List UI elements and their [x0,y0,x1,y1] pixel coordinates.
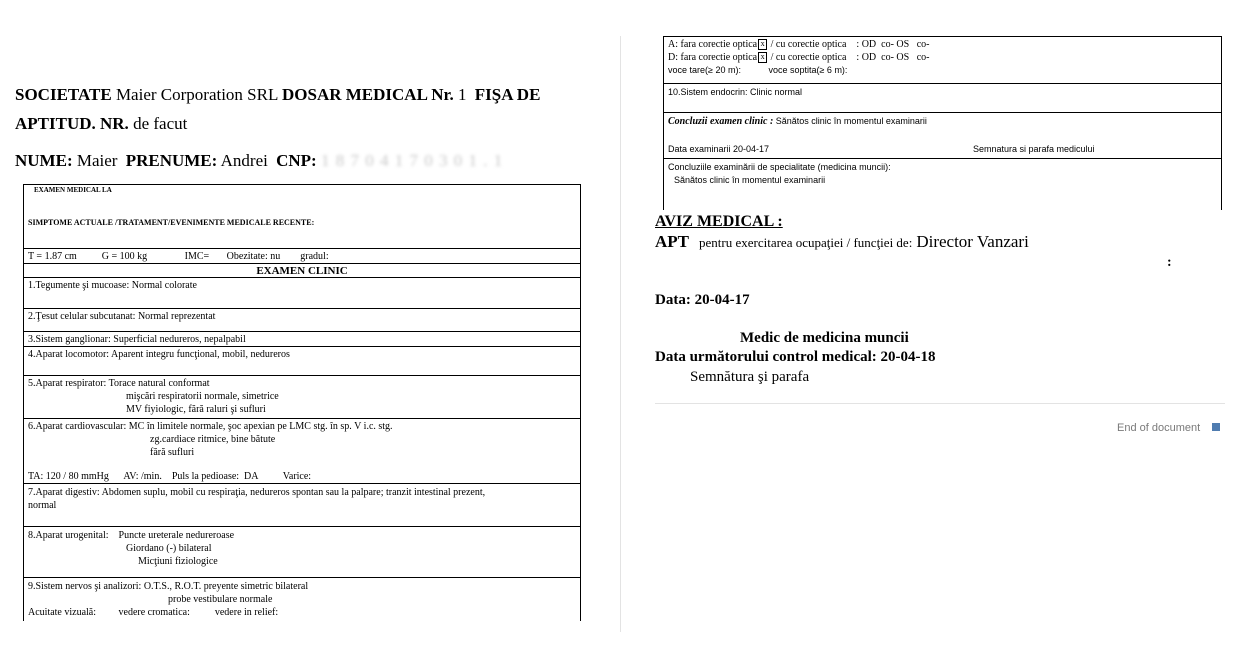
nervos-line2: probe vestibulare normale [168,594,273,605]
vision-d-suffix: / cu corectie optica : OD co- OS co- [770,52,930,63]
concluzii-specialitate-row [664,158,1221,210]
page-divider [620,36,621,632]
dosar-label: DOSAR MEDICAL Nr. [281,85,454,104]
concluzii-spec-value: Sănătos clinic în momentul examinarii [674,175,826,185]
aviz-title: AVIZ MEDICAL : [655,213,783,230]
company-line [15,84,540,106]
end-of-document-label: End of document [1117,422,1201,434]
urogenital-line3: Micţiuni fiziologice [138,556,218,567]
vision-table [663,36,1222,210]
examen-la-row [24,184,580,202]
examen-clinic-row [24,263,580,277]
vitals-text: T = 1.87 cm G = 100 kg IMC= Obezitate: nu gradul: [28,251,329,262]
locomotor-text: 4.Aparat locomotor: Aparent integru funcţional, mobil, nedureros [28,349,290,360]
aptitud-line [15,113,187,135]
respirator-line2: mişcări respiratorii normale, simetrice [126,391,279,402]
nervos-row [24,577,580,621]
medic-title: Medic de medicina muncii [740,330,909,346]
examen-clinic-heading: EXAMEN CLINIC [256,265,348,277]
end-separator [655,403,1225,404]
vision-a-checkbox: x [758,39,767,50]
vitals-row [24,248,580,263]
ganglionar-text: 3.Sistem ganglionar: Superficial nedureros, nepalpabil [28,334,246,345]
nume-value: Maier [76,151,118,170]
tegumente-text: 1.Tegumente şi mucoase: Normal colorate [28,280,197,291]
data-line [655,292,750,309]
locomotor-row [24,346,580,375]
nervos-line1: 9.Sistem nervos şi analizori: O.T.S., R.O.T. preyente simetric bilateral [28,581,309,592]
voce-line: voce tare(≥ 20 m): voce soptita(≥ 6 m): [668,65,848,75]
control-value: 20-04-18 [880,349,936,365]
respirator-row [24,375,580,418]
colon-mark: : [1167,255,1172,270]
vision-a-line [668,38,1217,51]
digestiv-line2: normal [28,500,57,511]
end-of-document [1117,418,1220,436]
fisa-label: FIŞA DE [474,85,541,104]
pentru-text: pentru exercitarea ocupaţiei / funcţiei de: [699,235,913,250]
data-label: Data: [655,292,691,308]
cardio-line2: zg.cardiace ritmice, bine bătute [150,434,276,445]
apt-line [655,232,1029,252]
concluzii-value: Sănătos clinic în momentul examinarii [775,116,927,126]
functie-value: Director Vanzari [916,232,1029,251]
data-examinarii: Data examinarii 20-04-17 [668,144,770,154]
cardio-line4: TA: 120 / 80 mmHg AV: /min. Puls la pedioase: DA Varice: [28,471,312,482]
apt-label: APT [655,232,689,251]
medical-exam-table [23,184,581,621]
vision-d-prefix: D: fara corectie optica [668,52,758,63]
control-line [655,349,936,366]
prenume-label: PRENUME: [125,151,218,170]
tesut-text: 2.Ţesut celular subcutanat: Normal reprezentat [28,311,216,322]
vision-a-prefix: A: fara corectie optica [668,39,758,50]
semnatura-parafa: Semnătura şi parafa [690,369,810,385]
dosar-number: 1 [458,85,467,104]
cardio-line3: fără sufluri [150,447,195,458]
concluzii-row [664,112,1221,158]
patient-line [15,150,503,172]
aptitud-label: APTITUD. NR. [15,114,129,133]
ganglionar-row [24,331,580,346]
vision-row [664,36,1221,83]
urogenital-row [24,526,580,577]
cnp-value-redacted: 1 8 7 0 4 1 7 0 3 0 1 . 1 [320,151,504,170]
endocrin-row [664,83,1221,112]
nume-label: NUME: [15,151,73,170]
cnp-label: CNP: [276,151,317,170]
cardiovascular-row [24,418,580,483]
vision-d-line [668,51,1217,64]
tesut-row [24,308,580,331]
respirator-line3: MV fiyiologic, fără raluri şi sufluri [126,404,266,415]
end-marker-icon [1212,423,1220,431]
aptitud-value: de facut [133,114,188,133]
urogenital-line2: Giordano (-) bilateral [126,543,212,554]
vision-a-suffix: / cu corectie optica : OD co- OS co- [770,39,930,50]
prenume-value: Andrei [220,151,268,170]
urogenital-line1: 8.Aparat urogenital: Puncte ureterale nedureroase [28,530,235,541]
digestiv-line1: 7.Aparat digestiv: Abdomen suplu, mobil cu respiraţia, nedureros spontan sau la palpare; tranzit intestinal prezent, [28,487,486,498]
cardio-line1: 6.Aparat cardiovascular: MC în limitele normale, şoc apexian pe LMC stg. în sp. V i.c. stg. [28,421,393,432]
simptome-label: SIMPTOME ACTUALE /TRATAMENT/EVENIMENTE MEDICALE RECENTE: [28,218,315,227]
concluzii-label: Concluzii examen clinic : [668,116,774,127]
examen-la-label: EXAMEN MEDICAL LA [34,186,112,194]
endocrin-text: 10.Sistem endocrin: Clinic normal [668,87,803,97]
concluzii-spec-label: Concluziile examinării de specialitate (medicina muncii): [668,162,891,172]
nervos-line3: Acuitate vizuală: vedere cromatica: vedere in relief: [28,607,279,618]
tegumente-row [24,277,580,308]
data-examinarii-line [668,143,1217,156]
data-value: 20-04-17 [694,292,750,308]
digestiv-row [24,483,580,526]
societate-label: SOCIETATE [15,85,112,104]
respirator-line1: 5.Aparat respirator: Torace natural conformat [28,378,210,389]
company-name: Maier Corporation SRL [115,85,278,104]
simptome-row [24,202,580,248]
semnatura-medicului: Semnatura si parafa medicului [973,144,1095,154]
control-label: Data următorului control medical: [655,349,877,365]
vision-d-checkbox: x [758,52,767,63]
